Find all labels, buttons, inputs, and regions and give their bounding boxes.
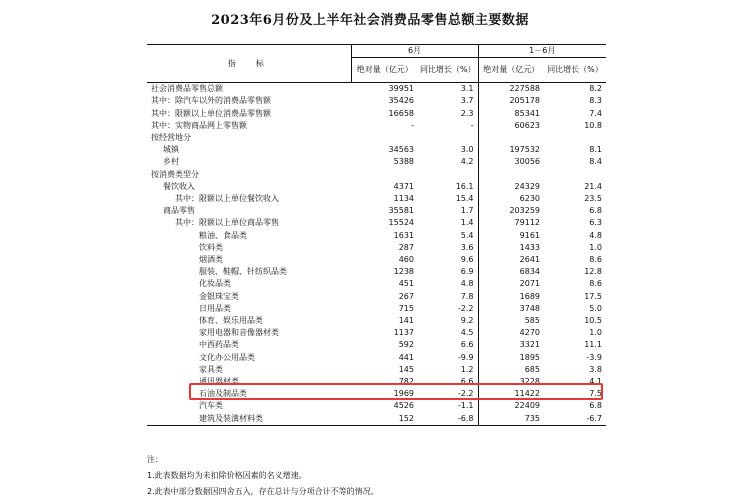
header-h1-yoy: 同比增长（%） [544, 58, 606, 83]
h1-yoy: -6.7 [544, 413, 606, 426]
row-label: 家具类 [199, 364, 223, 374]
june-absolute: - [411, 120, 414, 130]
row-label: 家用电器和音像器材类 [199, 328, 279, 338]
h1-yoy: 6.8 [589, 206, 602, 216]
table-row [147, 291, 606, 303]
june-yoy: 1.7 [418, 205, 478, 217]
notes-heading: 注： [147, 455, 163, 464]
june-absolute: 34563 [388, 145, 414, 155]
table-row [147, 156, 606, 168]
june-yoy: 16.1 [418, 181, 478, 193]
table-row [147, 181, 606, 193]
table-row [147, 400, 606, 412]
table-body [147, 83, 606, 426]
h1-yoy: 7.5 [589, 389, 602, 399]
h1-yoy: 8.2 [589, 84, 602, 94]
june-yoy: 4.5 [418, 327, 478, 339]
june-absolute: 1238 [393, 267, 414, 277]
june-yoy: 15.4 [418, 193, 478, 205]
row-label: 日用品类 [199, 303, 231, 313]
june-absolute: 16658 [388, 108, 414, 118]
h1-absolute: 85341 [514, 108, 540, 118]
june-absolute [351, 132, 418, 144]
h1-yoy: 4.8 [589, 230, 602, 240]
june-absolute: 782 [398, 377, 414, 387]
h1-yoy: 8.6 [589, 279, 602, 289]
h1-yoy: 6.3 [589, 218, 602, 228]
table-row [147, 278, 606, 290]
june-absolute: 35581 [388, 206, 414, 216]
h1-absolute: 6230 [519, 194, 540, 204]
june-absolute: 1969 [393, 389, 414, 399]
h1-absolute: 3321 [519, 340, 540, 350]
row-label: 餐饮收入 [163, 181, 195, 191]
row-label: 其中：限额以上单位消费品零售额 [151, 108, 271, 118]
table-row [147, 352, 606, 364]
h1-absolute: 1895 [519, 352, 540, 362]
june-absolute: 141 [398, 316, 414, 326]
row-label: 按消费类型分 [151, 169, 199, 179]
h1-yoy: 17.5 [584, 291, 602, 301]
h1-yoy: 1.0 [589, 242, 602, 252]
table-row [147, 242, 606, 254]
june-yoy: 9.6 [418, 254, 478, 266]
row-label: 其中：实物商品网上零售额 [151, 120, 247, 130]
june-absolute: 460 [398, 255, 414, 265]
h1-yoy: 8.4 [589, 157, 602, 167]
table-header [147, 45, 606, 83]
h1-absolute: 2071 [519, 279, 540, 289]
row-label: 社会消费品零售总额 [151, 84, 223, 94]
table-row [147, 83, 606, 96]
row-label: 按经营地分 [151, 133, 191, 143]
june-yoy: -6.8 [418, 413, 478, 426]
h1-absolute: 24329 [514, 181, 540, 191]
june-absolute [351, 169, 418, 181]
june-absolute: 287 [398, 242, 414, 252]
june-yoy: -9.9 [418, 352, 478, 364]
june-yoy: -2.2 [418, 303, 478, 315]
h1-yoy: 23.5 [584, 194, 602, 204]
june-yoy: 7.8 [418, 291, 478, 303]
june-yoy: - [418, 120, 478, 132]
june-yoy: 3.1 [418, 83, 478, 96]
h1-yoy: 4.1 [589, 377, 602, 387]
h1-absolute: 9161 [519, 230, 540, 240]
june-yoy [418, 132, 478, 144]
notes [147, 452, 379, 500]
note-2: 2.此表中部分数据因四舍五入，存在总计与分项合计不等的情况。 [147, 487, 379, 496]
june-yoy: 2.3 [418, 108, 478, 120]
table-row [147, 169, 606, 181]
row-label: 中西药品类 [199, 340, 239, 350]
h1-yoy: 3.8 [589, 364, 602, 374]
h1-absolute: 3748 [519, 303, 540, 313]
row-label: 建筑及装潢材料类 [147, 413, 351, 426]
june-yoy: 3.6 [418, 242, 478, 254]
h1-absolute: 30056 [514, 157, 540, 167]
june-absolute: 1631 [393, 230, 414, 240]
h1-yoy: 7.4 [589, 108, 602, 118]
h1-absolute: 685 [524, 364, 540, 374]
table-row [147, 108, 606, 120]
june-absolute: 441 [398, 352, 414, 362]
row-label: 烟酒类 [199, 255, 223, 265]
row-label: 汽车类 [199, 401, 223, 411]
h1-yoy: 8.1 [589, 145, 602, 155]
june-yoy: 4.8 [418, 278, 478, 290]
june-absolute: 4526 [393, 401, 414, 411]
document-title: 2023年6月份及上半年社会消费品零售总额主要数据 [211, 13, 529, 28]
table-row [147, 364, 606, 376]
retail-sales-table [147, 44, 606, 426]
june-yoy: 5.4 [418, 230, 478, 242]
h1-absolute [478, 132, 544, 144]
header-june: 6月 [351, 45, 478, 58]
table-row [147, 205, 606, 217]
row-label: 粮油、食品类 [199, 230, 247, 240]
june-yoy: 9.2 [418, 315, 478, 327]
h1-absolute: 1433 [519, 242, 540, 252]
row-label: 通讯器材类 [199, 377, 239, 387]
h1-absolute: 6834 [519, 267, 540, 277]
table-row [147, 254, 606, 266]
table-row [147, 230, 606, 242]
june-yoy: 4.2 [418, 156, 478, 168]
june-absolute: 715 [398, 303, 414, 313]
h1-yoy [544, 132, 606, 144]
header-june-yoy: 同比增长（%） [418, 58, 478, 83]
h1-absolute: 2641 [519, 255, 540, 265]
june-yoy: 6.9 [418, 266, 478, 278]
row-label: 饮料类 [199, 242, 223, 252]
h1-absolute: 60623 [514, 120, 540, 130]
table-row [147, 413, 606, 426]
june-absolute: 267 [398, 291, 414, 301]
june-absolute: 4371 [393, 181, 414, 191]
table-row [147, 144, 606, 156]
h1-absolute: 1689 [519, 291, 540, 301]
h1-absolute: 205178 [509, 96, 540, 106]
june-yoy: 6.6 [418, 339, 478, 351]
row-label: 其中：限额以上单位餐饮收入 [175, 194, 279, 204]
note-1: 1.此表数据均为未扣除价格因素的名义增速。 [147, 471, 307, 480]
h1-yoy: 10.8 [584, 120, 602, 130]
h1-absolute: 197532 [509, 145, 540, 155]
h1-absolute: 11422 [514, 389, 540, 399]
h1-yoy: 1.0 [589, 328, 602, 338]
h1-yoy: -3.9 [586, 352, 602, 362]
june-yoy: 1.4 [418, 217, 478, 229]
h1-absolute: 203259 [509, 206, 540, 216]
june-absolute: 1137 [393, 328, 414, 338]
june-absolute: 1134 [393, 194, 414, 204]
h1-absolute [478, 169, 544, 181]
june-absolute: 152 [351, 413, 418, 426]
row-label: 商品零售 [163, 206, 195, 216]
june-absolute: 15524 [388, 218, 414, 228]
h1-absolute: 585 [524, 316, 540, 326]
table-row [147, 120, 606, 132]
row-label: 体育、娱乐用品类 [199, 316, 263, 326]
june-absolute: 145 [398, 364, 414, 374]
h1-absolute: 79112 [514, 218, 540, 228]
h1-yoy: 11.1 [584, 340, 602, 350]
row-label: 金银珠宝类 [199, 291, 239, 301]
table-row [147, 315, 606, 327]
row-label: 其中：除汽车以外的消费品零售额 [151, 96, 271, 106]
row-label: 其中：限额以上单位商品零售 [175, 218, 279, 228]
june-yoy: -1.1 [418, 400, 478, 412]
june-absolute: 592 [398, 340, 414, 350]
h1-yoy: 8.6 [589, 255, 602, 265]
june-yoy: 1.2 [418, 364, 478, 376]
h1-yoy: 12.8 [584, 267, 602, 277]
table-row [147, 303, 606, 315]
june-yoy: 3.7 [418, 95, 478, 107]
june-absolute: 5388 [393, 157, 414, 167]
june-absolute: 451 [398, 279, 414, 289]
header-june-absolute: 绝对量（亿元） [351, 58, 418, 83]
table-row [147, 217, 606, 229]
h1-yoy: 21.4 [584, 181, 602, 191]
h1-yoy: 10.5 [584, 316, 602, 326]
row-label: 城镇 [163, 145, 179, 155]
header-h1-absolute: 绝对量（亿元） [478, 58, 544, 83]
june-yoy [418, 169, 478, 181]
h1-absolute: 4270 [519, 328, 540, 338]
june-absolute: 35426 [388, 96, 414, 106]
h1-absolute: 735 [478, 413, 544, 426]
row-label: 化妆品类 [199, 279, 231, 289]
june-yoy: 6.6 [418, 376, 478, 388]
h1-absolute: 3228 [519, 377, 540, 387]
table-row [147, 327, 606, 339]
highlight-box [189, 383, 603, 400]
header-jan-jun: 1－6月 [478, 45, 606, 58]
table-row [147, 266, 606, 278]
h1-absolute: 22409 [514, 401, 540, 411]
h1-absolute: 227588 [509, 84, 540, 94]
h1-yoy: 6.8 [589, 401, 602, 411]
h1-yoy [544, 169, 606, 181]
table-row [147, 95, 606, 107]
row-label: 乡村 [163, 157, 179, 167]
table-row [147, 132, 606, 144]
row-label: 石油及制品类 [199, 389, 247, 399]
header-indicator: 指 标 [147, 45, 351, 83]
row-label: 文化办公用品类 [199, 352, 255, 362]
h1-yoy: 5.0 [589, 303, 602, 313]
june-absolute: 39951 [388, 84, 414, 94]
row-label: 服装、鞋帽、针纺织品类 [199, 267, 287, 277]
june-yoy: -2.2 [418, 388, 478, 400]
table-row [147, 193, 606, 205]
h1-yoy: 8.3 [589, 96, 602, 106]
june-yoy: 3.0 [418, 144, 478, 156]
table-row [147, 339, 606, 351]
